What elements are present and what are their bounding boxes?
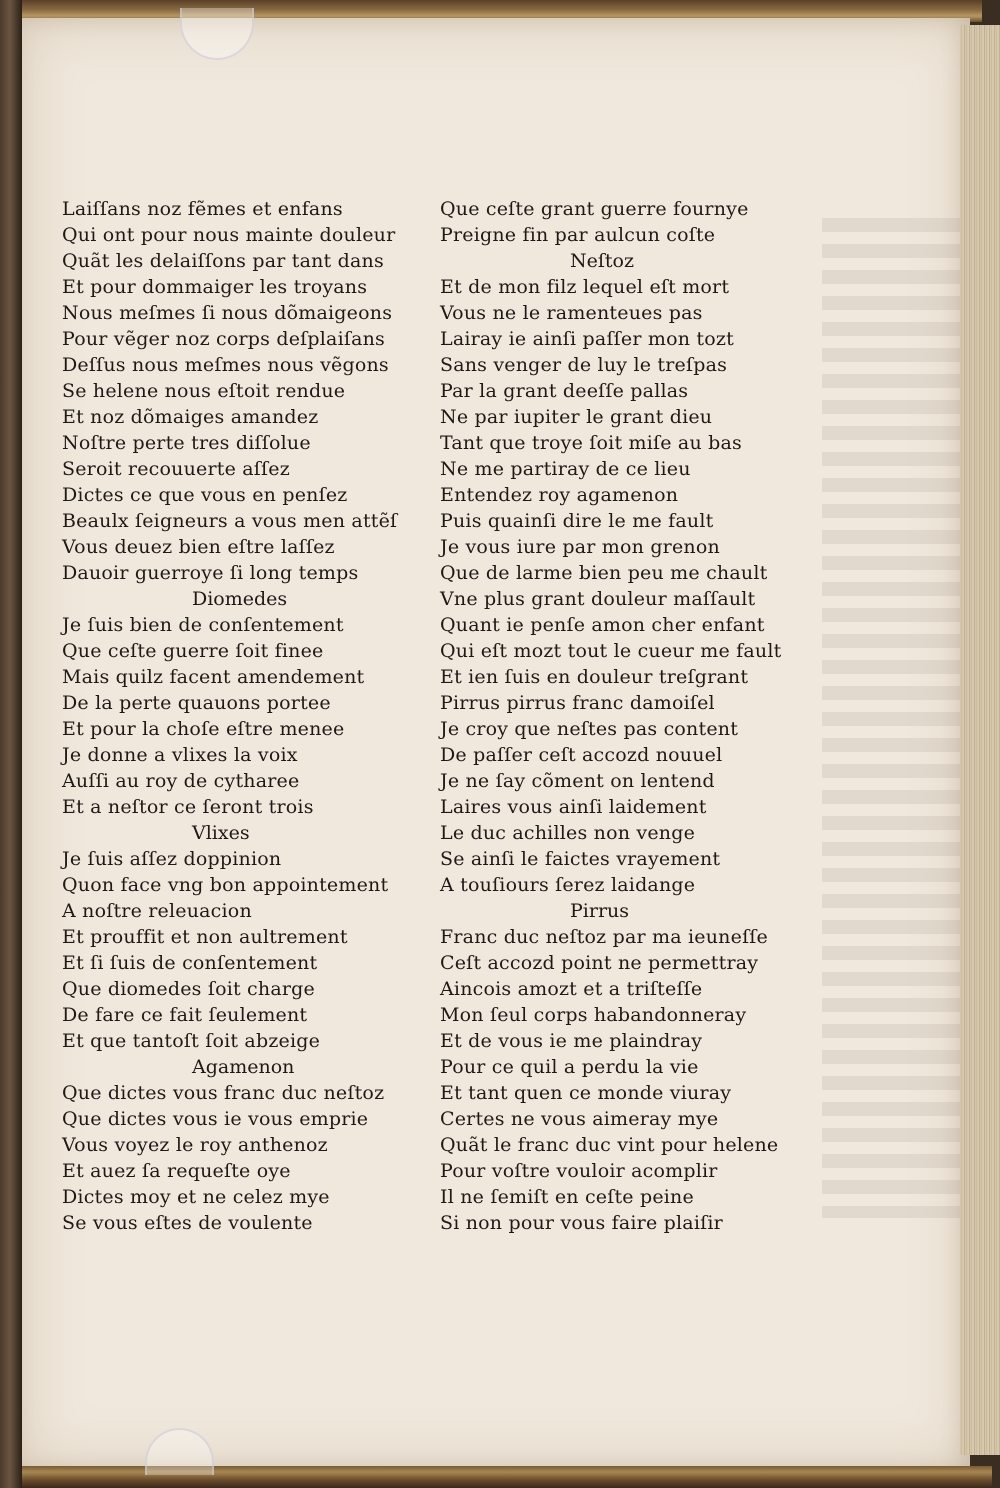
verse-line: Le duc achilles non venge (440, 822, 696, 844)
verse-line: Franc duc neſtoz par ma ieuneſſe (440, 926, 768, 948)
verse-line: Vous ne le ramenteues pas (440, 302, 703, 324)
verse-line: Entendez roy agamenon (440, 484, 679, 506)
speaker-name: Diomedes (192, 588, 288, 610)
speaker-name: Pirrus (570, 900, 630, 922)
verse-line: Ceſt accozd point ne permettray (440, 952, 759, 974)
verse-line: Seroit recouuerte aſſez (62, 458, 290, 480)
verse-line: Que dictes vous franc duc neſtoz (62, 1082, 385, 1104)
verse-line: Mais quilz facent amendement (62, 666, 365, 688)
verse-line: Se ainſi le faictes vrayement (440, 848, 721, 870)
verse-line: Vne plus grant douleur maſſault (440, 588, 756, 610)
verse-line: Je croy que neſtes pas content (440, 718, 739, 740)
verse-line: Pour voſtre vouloir acomplir (440, 1160, 718, 1182)
verse-line: Lairay ie ainſi paſſer mon tozt (440, 328, 734, 350)
verse-line: Qui ont pour nous mainte douleur (62, 224, 396, 246)
verse-line: A noſtre releuacion (62, 900, 252, 922)
verse-line: Je ſuis aſſez doppinion (62, 848, 282, 870)
verse-line: Que diomedes ſoit charge (62, 978, 315, 1000)
verse-line: Et ſi ſuis de conſentement (62, 952, 318, 974)
verse-line: Mon ſeul corps habandonneray (440, 1004, 747, 1026)
verse-line: Quant ie penſe amon cher enfant (440, 614, 765, 636)
verse-line: Et noz dõmaiges amandez (62, 406, 319, 428)
speaker-name: Neſtoz (570, 250, 634, 272)
verse-line: Vous voyez le roy anthenoz (62, 1134, 328, 1156)
verse-line: Et pour dommaiger les troyans (62, 276, 368, 298)
verse-line: Puis quainſi dire le me fault (440, 510, 714, 532)
verse-line: Et prouffit et non aultrement (62, 926, 348, 948)
verse-line: Preigne fin par aulcun coſte (440, 224, 716, 246)
verse-line: Et de mon filz lequel eſt mort (440, 276, 730, 298)
show-through-text (822, 218, 972, 1218)
verse-line: Je ne ſay cõment on lentend (440, 770, 715, 792)
verse-line: Je donne a vlixes la voix (62, 744, 298, 766)
verse-line: Pour vẽger noz corps deſplaiſans (62, 328, 385, 350)
verse-line: Noſtre perte tres diſſolue (62, 432, 311, 454)
verse-line: Et pour la choſe eſtre menee (62, 718, 345, 740)
verse-line: Quon face vng bon appointement (62, 874, 389, 896)
verse-line: Deſſus nous meſmes nous vẽgons (62, 354, 389, 376)
verse-line: Se vous eſtes de voulente (62, 1212, 313, 1234)
left-text-column (62, 196, 432, 1236)
verse-line: Par la grant deeſſe pallas (440, 380, 689, 402)
verse-line: Vous deuez bien eſtre laſſez (62, 536, 335, 558)
verse-line: Et auez ſa requeſte oye (62, 1160, 291, 1182)
verse-line: Que ceſte grant guerre fournye (440, 198, 749, 220)
verse-line: De la perte quauons portee (62, 692, 331, 714)
verse-line: De fare ce fait ſeulement (62, 1004, 308, 1026)
verse-line: Laires vous ainſi laidement (440, 796, 707, 818)
verse-line: Certes ne vous aimeray mye (440, 1108, 719, 1130)
verse-line: Dauoir guerroye ſi long temps (62, 562, 359, 584)
page-edges (960, 25, 1000, 1455)
verse-line: Quãt les delaiſſons par tant dans (62, 250, 384, 272)
verse-line: Que dictes vous ie vous emprie (62, 1108, 369, 1130)
verse-line: Je vous iure par mon grenon (440, 536, 720, 558)
verse-line: Dictes moy et ne celez mye (62, 1186, 330, 1208)
verse-line: Je ſuis bien de conſentement (62, 614, 344, 636)
verse-line: Que ceſte guerre ſoit finee (62, 640, 324, 662)
verse-line: Auſſi au roy de cytharee (62, 770, 300, 792)
verse-line: Si non pour vous faire plaiſir (440, 1212, 723, 1234)
verse-line: Se helene nous eſtoit rendue (62, 380, 346, 402)
verse-line: Pirrus pirrus franc damoiſel (440, 692, 715, 714)
speaker-name: Vlixes (192, 822, 250, 844)
verse-line: Nous meſmes ſi nous dõmaigeons (62, 302, 393, 324)
verse-line: Et de vous ie me plaindray (440, 1030, 703, 1052)
verse-line: Et a neſtor ce ſeront trois (62, 796, 314, 818)
verse-line: Tant que troye ſoit miſe au bas (440, 432, 742, 454)
verse-line: Aincois amozt et a triſteſſe (440, 978, 703, 1000)
verse-line: Dictes ce que vous en penſez (62, 484, 348, 506)
verse-line: Qui eſt mozt tout le cueur me fault (440, 640, 782, 662)
verse-line: Beaulx ſeigneurs a vous men attẽſ (62, 510, 398, 532)
verse-line: Quãt le franc duc vint pour helene (440, 1134, 779, 1156)
verse-line: Pour ce quil a perdu la vie (440, 1056, 699, 1078)
verse-line: Sans venger de luy le treſpas (440, 354, 728, 376)
right-text-column (440, 196, 810, 1236)
verse-line: Que de larme bien peu me chault (440, 562, 768, 584)
verse-line: Et ien ſuis en douleur treſgrant (440, 666, 749, 688)
verse-line: Ne me partiray de ce lieu (440, 458, 691, 480)
verse-line: Et que tantoſt ſoit abzeige (62, 1030, 321, 1052)
verse-line: De paſſer ceſt accozd nouuel (440, 744, 723, 766)
verse-line: Il ne ſemiſt en ceſte peine (440, 1186, 694, 1208)
verse-line: Et tant quen ce monde viuray (440, 1082, 732, 1104)
verse-line: Laiſſans noz fẽmes et enfans (62, 198, 343, 220)
verse-line: A touſiours ſerez laidange (440, 874, 696, 896)
speaker-name: Agamenon (192, 1056, 295, 1078)
verse-line: Ne par iupiter le grant dieu (440, 406, 713, 428)
